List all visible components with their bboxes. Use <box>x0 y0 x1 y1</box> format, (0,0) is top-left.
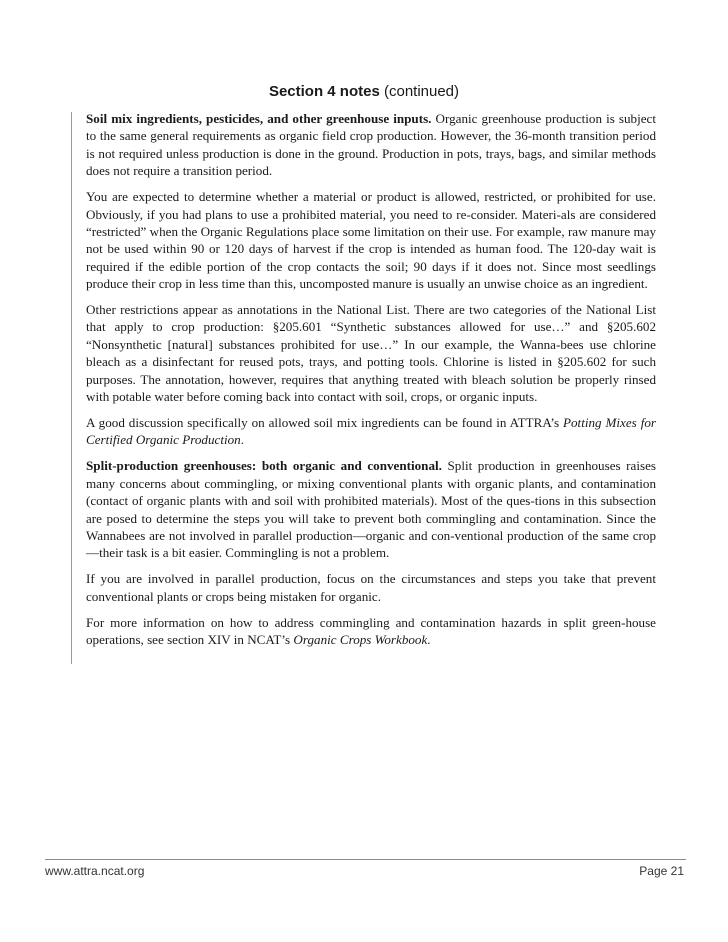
workbook-title: Organic Crops Workbook <box>293 631 428 647</box>
section-heading <box>0 83 728 100</box>
page-number: Page 21 <box>639 864 684 878</box>
paragraph-national-list: Other restrictions appear as annotations in the National List. There are two categories of the National List that apply to crop production: §205.601 “Synthetic substances allowed for use…” and §205.602 “Nonsynthetic [natural] substances prohibited for use…” In our example, the Wanna-bees use chlorine bleach as a disinfectant for reused pots, trays, and potting tools. Chlorine is listed in §205.602 for such purposes. The annotation, however, requires that anything treated with bleach solution be properly rinsed with potable water before coming back into contact with soil, crops, or organic inputs. <box>86 302 656 405</box>
section-title: Section 4 notes <box>268 83 380 100</box>
paragraph-text: A good discussion specifically on allowed soil mix ingredients can be found in ATTRA’s <box>86 415 564 430</box>
notes-body <box>86 110 656 657</box>
left-margin-rule <box>71 112 72 664</box>
paragraph-lead: Soil mix ingredients, pesticides, and other greenhouse inputs. <box>86 111 432 126</box>
footer-url[interactable]: www.attra.ncat.org <box>45 864 145 878</box>
paragraph-lead: Split-production greenhouses: both organic and conventional. <box>86 458 442 474</box>
publication-title: Potting Mixes for Certified Organic Production <box>86 415 656 448</box>
footer-divider <box>45 859 686 860</box>
paragraph-text: For more information on how to address commingling and contamination hazards in split green-house operations, see section XIV in NCAT’s <box>86 614 656 647</box>
paragraph-parallel-production: If you are involved in parallel production, focus on the circumstances and steps you take that prevent conventional plants or crops being mistaken for organic. <box>86 571 656 604</box>
paragraph-allowed-materials: You are expected to determine whether a material or product is allowed, restricted, or prohibited for use. Obviously, if you had plans to use a prohibited material, you need to re-consider. Materi-als are considered “restricted” when the Organic Regulations place some limitation on their use. For example, raw manure may not be used within 90 or 120 days of harvest if the crop is intended as human food. The 120-day wait is required if the edible portion of the crop contacts the soil; 90 days if it does not. Since most seedlings produce their crop in less time than this, uncomposted manure is usually an unwise choice as an ingredient. <box>86 189 656 292</box>
paragraph-text: Organic greenhouse production is subject to the same general requirements as organic field crop production. However, the 36-month transition period is not required unless production is done in the ground. Production in pots, trays, bags, and similar methods does not require a transition period. <box>86 111 656 179</box>
section-title-suffix: (continued) <box>379 83 460 100</box>
paragraph-soil-mix <box>86 110 656 180</box>
paragraph-end: . <box>240 432 244 448</box>
paragraph-text: Split production in greenhouses raises many concerns about commingling, or mixing conventional plants with organic plants, and contamination (contact of organic plants with and soil with prohibited materials). Most of the ques-tions in this subsection are posed to determine the steps you will take to prevent both commingling and contamination. Since the Wannabees are not involved in parallel production—organic and con-ventional production of the same crop—their task is a bit easier. Commingling is not a problem. <box>86 458 656 561</box>
paragraph-attra-reference <box>86 414 656 449</box>
paragraph-split-production <box>86 457 656 561</box>
paragraph-more-information <box>86 614 656 649</box>
paragraph-end: . <box>427 631 431 647</box>
